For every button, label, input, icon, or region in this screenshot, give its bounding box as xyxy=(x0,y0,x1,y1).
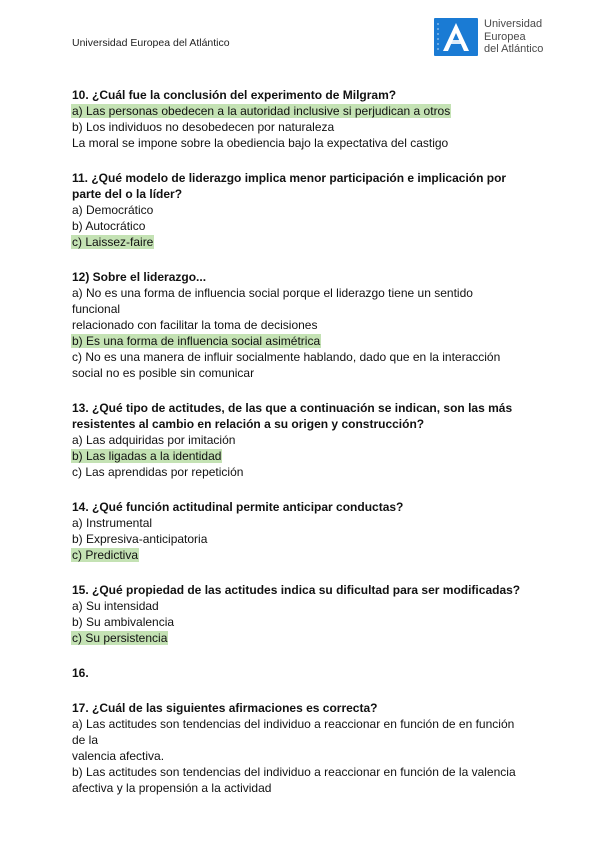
answer-text: funcional xyxy=(72,302,121,316)
question-block xyxy=(72,582,542,646)
answer-text: b) Las actitudes son tendencias del individuo a reaccionar en función de la valencia xyxy=(72,765,516,779)
logo-line: Universidad xyxy=(484,18,543,30)
answer-text: c) Laissez-faire xyxy=(72,235,154,249)
answer-option xyxy=(72,614,542,630)
answer-text: a) Su intensidad xyxy=(72,599,159,613)
question-title: 12) Sobre el liderazgo... xyxy=(72,270,207,284)
answer-text: valencia afectiva. xyxy=(72,749,165,763)
answer-text: b) Expresiva-anticipatoria xyxy=(72,532,208,546)
answer-text: de la xyxy=(72,733,99,747)
answer-text: c) Predictiva xyxy=(72,548,139,562)
answer-text: b) Su ambivalencia xyxy=(72,615,175,629)
answer-option-correct xyxy=(72,333,542,349)
answer-text: La moral se impone sobre la obediencia bajo la expectativa del castigo xyxy=(72,136,449,150)
answer-text: a) Las personas obedecen a la autoridad inclusive si perjudican a otros xyxy=(72,104,451,118)
answer-option xyxy=(72,317,542,333)
question-block xyxy=(72,87,542,151)
university-logo xyxy=(434,18,560,56)
answer-option xyxy=(72,531,542,547)
question-block xyxy=(72,170,542,250)
answer-option xyxy=(72,135,542,151)
question-block xyxy=(72,400,542,480)
answer-text: b) Autocrático xyxy=(72,219,146,233)
answer-text: c) Su persistencia xyxy=(72,631,168,645)
answer-text: a) Democrático xyxy=(72,203,154,217)
answer-option xyxy=(72,515,542,531)
answer-option xyxy=(72,764,542,780)
question-title: 17. ¿Cuál de las siguientes afirmaciones es correcta? xyxy=(72,701,378,715)
question-title: 16. xyxy=(72,666,89,680)
answer-text: a) Instrumental xyxy=(72,516,153,530)
question-title: 14. ¿Qué función actitudinal permite anticipar conductas? xyxy=(72,500,404,514)
answer-option xyxy=(72,365,542,381)
answer-option xyxy=(72,285,542,301)
answer-option-correct xyxy=(72,103,542,119)
answer-text: b) Los individuos no desobedecen por naturaleza xyxy=(72,120,335,134)
answer-option xyxy=(72,119,542,135)
header-institution-name: Universidad Europea del Atlántico xyxy=(72,37,230,49)
answer-option xyxy=(72,432,542,448)
answer-option xyxy=(72,598,542,614)
question-title: 10. ¿Cuál fue la conclusión del experimento de Milgram? xyxy=(72,88,397,102)
logo-line: del Atlántico xyxy=(484,43,544,55)
answer-option xyxy=(72,464,542,480)
answer-option xyxy=(72,202,542,218)
answer-option-correct xyxy=(72,630,542,646)
logo-line: Europea xyxy=(484,30,526,43)
logo-a-mark-icon xyxy=(434,18,478,56)
answer-option xyxy=(72,218,542,234)
answer-option xyxy=(72,301,542,317)
answer-text: b) Es una forma de influencia social asimétrica xyxy=(72,334,321,348)
question-block xyxy=(72,269,542,381)
answer-option xyxy=(72,732,542,748)
logo-wordmark xyxy=(484,18,543,56)
answer-option-correct xyxy=(72,448,542,464)
questions-list xyxy=(72,87,542,815)
answer-option-correct xyxy=(72,547,542,563)
question-title: 11. ¿Qué modelo de liderazgo implica menor participación e implicación por xyxy=(72,171,507,185)
question-title: resistentes al cambio en relación a su origen y construcción? xyxy=(72,417,425,431)
answer-text: b) Las ligadas a la identidad xyxy=(72,449,222,463)
answer-option xyxy=(72,349,542,365)
question-block xyxy=(72,665,542,681)
answer-option xyxy=(72,716,542,732)
answer-text: a) No es una forma de influencia social porque el liderazgo tiene un sentido xyxy=(72,286,473,300)
question-block xyxy=(72,700,542,796)
question-block xyxy=(72,499,542,563)
question-title: 15. ¿Qué propiedad de las actitudes indica su dificultad para ser modificadas? xyxy=(72,583,521,597)
answer-option xyxy=(72,780,542,796)
answer-text: a) Las adquiridas por imitación xyxy=(72,433,236,447)
question-title: parte del o la líder? xyxy=(72,187,183,201)
answer-option xyxy=(72,748,542,764)
answer-text: relacionado con facilitar la toma de decisiones xyxy=(72,318,318,332)
answer-text: afectiva y la propensión a la actividad xyxy=(72,781,272,795)
answer-option-correct xyxy=(72,234,542,250)
question-title: 13. ¿Qué tipo de actitudes, de las que a continuación se indican, son las más xyxy=(72,401,513,415)
answer-text: c) Las aprendidas por repetición xyxy=(72,465,244,479)
answer-text: social no es posible sin comunicar xyxy=(72,366,255,380)
answer-text: a) Las actitudes son tendencias del individuo a reaccionar en función de en función xyxy=(72,717,515,731)
answer-text: c) No es una manera de influir socialmente hablando, dado que en la interacción xyxy=(72,350,501,364)
